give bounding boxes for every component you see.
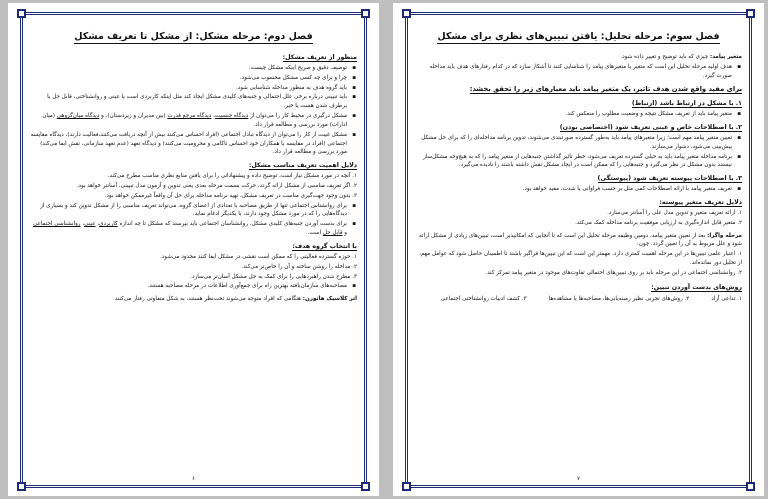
definition-label: متغیر پیامد: <box>709 54 742 60</box>
list-item: ▪ باید تبیینی درباره برخی علل احتمالی و جنبه‌های کلیدی مشکل ایجاد کند مثل اینکه کاربردی است یا عینی و روانشناختی، قابل حل یا برطرف شدن هست یا خیر. <box>30 93 347 111</box>
underlined-term: عینی <box>84 221 96 228</box>
underlined-term: دیدگاه میان‌گروهی <box>56 113 100 120</box>
list-item: ۱. ارائه تعریف متغیر و تدوین مدل علی را آسانتر می‌سازد. <box>607 209 742 216</box>
list-item: ▪ چرا و برای چه کسی مشکل محسوب می‌شود. <box>30 74 347 83</box>
reasons-heading: دلایل تعریف متغیر پیوسته: <box>659 199 742 206</box>
list-item: ▪ برای روانشناس اجتماعی تنها از طریق مصاحبه با تعدادی از اعضای گروه، می‌تواند تعریف مناسبی را از مشکل تدوین کند و بسیاری از دیدگاه‌هایی را که در مورد مشکل وجود دارند، با یکدیگر ادغام نماید. <box>30 202 347 220</box>
list-item: ۲. مداخله را روشن ساخته و آن را خاص‌تر می‌کند. <box>241 263 357 270</box>
hawthorne-label: اثر کلاسیک هاثورن: <box>302 296 357 303</box>
underlined-term: قابل حل <box>322 230 343 237</box>
frame-corner-ornament <box>746 9 755 18</box>
criterion-heading-specificity: ۲. با اصطلاحات خاص و عینی تعریف شود (اختصاصی بودن) <box>559 123 742 131</box>
list-item: ۳. بدون وجود جهت‌گیری مناسب در تعریف مشکل، تهیه برنامه مداخله برای حل آن واقعاً غیرممکن خواهد بود. <box>104 192 357 199</box>
chapter-title: فصل دوم: مرحله مشکل: از مشکل تا تعریف مشکل <box>74 31 313 42</box>
list-item: ۲. متغیر قابل اندازه‌گیری به ارزیابی موفقیت برنامه مداخله کمک می‌کند. <box>575 219 742 226</box>
ways-list <box>415 295 742 304</box>
definition-paragraph <box>415 53 742 62</box>
list-item: ۱. آنچه در مورد مشکل نیاز است، توضیح داده و پیشنهاداتی را برای یافتن منابع نظری مناسب مطرح می‌کند. <box>107 173 357 180</box>
criterion-list <box>415 134 742 170</box>
list-item: ۱. حوزه گسترده فعالیتی را که ممکن است نقشی در مشکل ایفا کنند محدود می‌شود. <box>160 253 357 260</box>
criteria-heading: برای مفید واقع شدن هدف تاثیر، یک متغیر پیامد باید معیارهای زیر را تحقق بخشد: <box>469 85 742 94</box>
page-chapter-three <box>393 3 764 496</box>
hawthorne-paragraph <box>30 295 357 304</box>
list-item: ▪ مشکل غیبت از کار را می‌توان از دیدگاه تبادل اجتماعی (افراد احساس می‌کنند بیش از آنچه دریافت می‌کنند،فعالیت دارند)، دیدگاه مقایسه اجتماعی (افراد در مقایسه با همکاران خود احساس ناکامی و محرومیت می‌کنند) و دیدگاه تعهد (عدم تعهد سازمانی، نقش ایفا می‌کند) مورد بررسی و مطالعه قرار داد. <box>30 131 347 157</box>
definition-list <box>415 63 742 81</box>
underlined-term: روانشناسی اجتماعی <box>32 221 81 228</box>
target-bullets <box>30 282 357 291</box>
list-item: ۳. مطرح شدن راهبردهایی را برای کمک به حل مشکل آسان‌تر می‌سازد. <box>190 273 357 280</box>
criterion-list <box>415 110 742 119</box>
divergent-step-label: مرحله واگرا: <box>707 232 742 239</box>
frame-corner-ornament <box>17 482 26 491</box>
list-item: ۳. کشف ادبیات روانشناختی اجتماعی <box>440 295 527 302</box>
frame-corner-ornament <box>17 9 26 18</box>
definition-text: چیزی که باید توضیح و تغییر داده شود. <box>620 54 709 60</box>
underlined-term: دیدگاه مرجع قدرت <box>167 113 212 120</box>
ways-heading: روش‌های بدست آوردن تبیین: <box>651 283 742 291</box>
list-item: ▪ هدف اولیه مرحله تحلیل این است که متغیر یا متغیرهای پیامد را شناسایی کنند تا آشکار سازد که در کدام رفتارهای هدف باید مداخله صورت گیرد. <box>415 63 732 81</box>
page-chapter-two <box>8 3 379 496</box>
list-item: ۲. اگر تعریف مناسبی از مشکل ارائه گردد، حرکت بسمت مرحله بعدی یعنی تدوین و آزمون مدل تبیینی، آسانتر خواهد بود. <box>76 182 357 189</box>
frame-corner-ornament <box>361 482 370 491</box>
list-item: ▪ مشکل درگیری در محیط کار را می‌توان از دیدگاه جنسیت، دیدگاه مرجع قدرت (بین مدیران و زیردستان)، و دیدگاه میان‌گروهی (میان ادارات) مورد بررسی و مطالعه قرار داد. <box>30 112 347 130</box>
list-item: ▪ مصاحبه‌های سازمان‌یافته بهترین راه برای جمع‌آوری اطلاعات در مرحله مصاحبه هستند. <box>30 282 347 291</box>
frame-corner-ornament <box>402 482 411 491</box>
purpose-heading: منظور از تعریف مشکل: <box>282 54 357 61</box>
list-item: ▪ متغیر پیامد باید از تعریف مشکل نتیجه و وضعیت مطلوب را منعکس کند. <box>415 110 732 119</box>
list-item: ۱. اعتبار علمی تبیین‌ها در این مرحله اهمیت کمتری دارد. مهمتر این است که این تبیین‌ها فراگیر باشند تا اطمینان حاصل شود که عوامل مهم، از تحلیل دور نمانده‌اند. <box>419 251 742 267</box>
list-item: ▪ برنامه مداخله متغیر پیامد باید به خیلی گسترده تعریف می‌شود، خطر تاثیر گذاشتن جنبه‌هایی از متغیر پیامد را که به هیچ‌وجه مشکل‌ساز نیستند بدون مشکل در نظر می‌گیرد و جنبه‌هایی را که ممکن است در ایجاد مشکل نقش داشته باشند را نادیده می‌گیرد. <box>415 153 732 171</box>
list-item: ▪ تعیین متغیر پیامد مهم است؛ زیرا متغیرهای پیامد باید به‌طور گسترده صورتبندی می‌شوند، تدوین برنامه مداخله‌ای را که برای حل مشکل پیش‌بینی می‌شود، دشوار می‌سازند. <box>415 134 732 152</box>
list-item: ۱. تداعی آزاد <box>711 295 742 302</box>
list-item: ▪ برای بدست آوردن جنبه‌های کلیدی مشکل، روانشناسان اجتماعی باید بپرسند که مشکل تا چه اندازه کاربردی، عینی، روانشناسی اجتماعی و قابل حل است. <box>30 220 347 238</box>
page-number: ۷ <box>576 476 580 482</box>
page-number: ۶ <box>191 476 195 482</box>
page-content <box>30 29 357 476</box>
frame-corner-ornament <box>402 9 411 18</box>
underlined-term: دیدگاه جنسیت <box>214 113 249 120</box>
chapter-title: فصل سوم: مرحله تحلیل: یافتن تبیین‌های نظری برای مشکل <box>437 31 720 42</box>
purpose-list <box>30 64 357 157</box>
frame-corner-ornament <box>361 9 370 18</box>
criterion-list <box>415 185 742 194</box>
list-item: ▪ باید گروه هدف به منظور مداخله شناسایی شود. <box>30 84 347 93</box>
list-item: ۲. روانشناسی اجتماعی در این مرحله باید بر روی تبیین‌های احتمالی تفاوت‌های موجود در متغیر پیامد تمرکز کند. <box>485 269 742 276</box>
page-content <box>415 29 742 476</box>
hawthorne-text: هنگامی که افراد متوجه می‌شوند تحت‌نظر هستند، به شکل متفاوتی رفتار می‌کنند. <box>113 296 301 303</box>
underlined-term: کاربردی <box>99 221 118 228</box>
list-item: ۲. روش‌های تجربی نظیر زمینه‌یابی‌ها، مصاحبه‌ها یا مشاهده‌ها <box>548 295 690 302</box>
criterion-heading-relevance: ۱. با مشکل در ارتباط باشد (ارتباط) <box>631 100 742 108</box>
target-group-heading: با انتخاب گروه هدف: <box>292 242 357 250</box>
importance-heading: دلایل اهمیت تعریف مناسب مشکل: <box>248 162 357 170</box>
list-item: ▪ تعریف متغیر پیامد با ارائه اصطلاحات کمی مثل بر حسب فراوانی یا شدت، مفید خواهد بود. <box>415 185 732 194</box>
divergent-step-text: بعد از تعیین متغیر پیامد، دومین وظیفه مرحله تحلیل این است که تا آنجایی که امکانپذیر است، تبیین‌های زیادی از مشکل ارائه شود و علل مربوط به آن را تعیین گردد. چون: <box>418 232 742 248</box>
frame-corner-ornament <box>746 482 755 491</box>
criterion-heading-continuity: ۳. با اصطلاحات پیوسته تعریف شود (پیوستگی) <box>597 175 742 183</box>
divergent-step-paragraph <box>415 232 742 250</box>
list-item: ▪ توصیف دقیق و صریح اینکه مشکل چیست. <box>30 64 347 73</box>
importance-bullets <box>30 202 357 238</box>
